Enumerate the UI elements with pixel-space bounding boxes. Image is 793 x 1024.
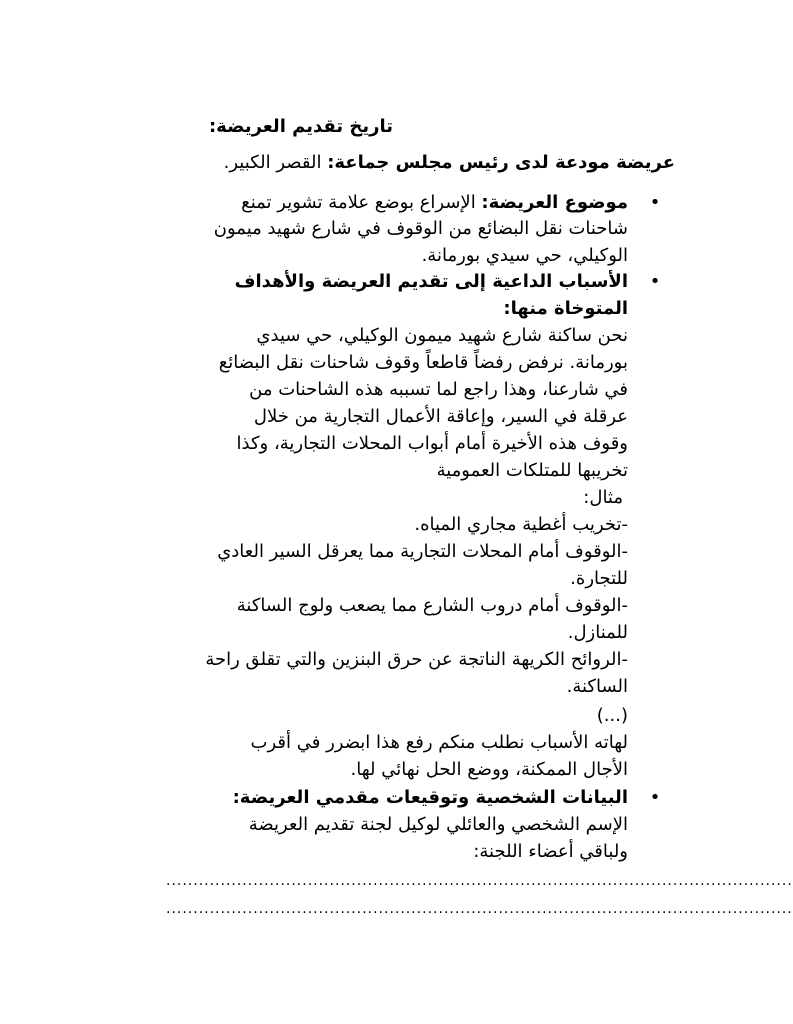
signature-dotted-line: ...................................................................................................................	[166, 901, 793, 917]
reasons-body-line: في شارعنا، وهذا راجع لما تسببه هذه الشاحنات من	[249, 379, 628, 400]
example-item: -الوقوف أمام دروب الشارع مما يصعب ولوج الساكنة	[236, 595, 628, 616]
reasons-heading-1: الأسباب الداعية إلى تقديم العريضة والأهداف	[234, 271, 628, 292]
subject-line-3: الوكيلي، حي سيدي بورمانة.	[421, 245, 628, 266]
example-item: -الروائح الكريهة الناتجة عن حرق البنزين والتي تقلق راحة	[205, 649, 628, 670]
reasons-body-line: نحن ساكنة شارع شهيد ميمون الوكيلي، حي سيدي	[256, 325, 628, 346]
reasons-body-line: وقوف هذه الأخيرة أمام أبواب المحلات التجارية، وكذا	[236, 433, 628, 454]
signatures-body-line: الإسم الشخصي والعائلي لوكيل لجنة تقديم العريضة	[248, 814, 628, 835]
example-item-continued: الساكنة.	[566, 676, 628, 697]
request-line: لهاته الأسباب نطلب منكم رفع هذا ابضرر في أقرب	[250, 732, 628, 753]
bullet-section-reasons: •	[649, 271, 661, 292]
reasons-body-line: بورمانة. نرفض رفضاً قاطعاً وقوف شاحنات نقل البضائع	[218, 352, 628, 373]
subject-label: موضوع العريضة:	[481, 192, 628, 213]
reasons-heading-2: المتوخاة منها:	[503, 298, 628, 319]
example-item: -الوقوف أمام المحلات التجارية مما يعرقل السير العادي	[217, 541, 628, 562]
example-item: -تخريب أغطية مجاري المياه.	[414, 514, 628, 535]
subject-text-1: الإسراع بوضع علامة تشوير تمنع	[241, 192, 482, 213]
subject-line-2: شاحنات نقل البضائع من الوقوف في شارع شهيد ميمون	[213, 218, 628, 239]
signature-dotted-line: ...................................................................................................................	[166, 873, 793, 889]
deposit-value: القصر الكبير.	[223, 152, 328, 173]
deposit-line	[224, 149, 675, 176]
bullet-section-subject: •	[649, 192, 661, 213]
bullet-section-signatures: •	[649, 787, 661, 808]
subject-line-1	[241, 189, 628, 216]
example-item-continued: للمنازل.	[567, 622, 628, 643]
signatures-heading: البيانات الشخصية وتوقيعات مقدمي العريضة:	[232, 787, 628, 808]
ellipsis-line: (...)	[596, 705, 628, 726]
signatures-body-line: ولباقي أعضاء اللجنة:	[473, 841, 628, 862]
example-label: مثال:	[583, 487, 623, 508]
reasons-body-line: عرقلة في السير، وإعاقة الأعمال التجارية من خلال	[253, 406, 628, 427]
reasons-body-line: تخريبها للمتلكات العمومية	[436, 460, 628, 481]
submission-date-label: تاريخ تقديم العريضة:	[208, 116, 393, 137]
deposit-label: عريضة مودعة لدى رئيس مجلس جماعة:	[327, 152, 675, 173]
request-line: الأجال الممكنة، ووضع الحل نهائي لها.	[350, 759, 628, 780]
example-item-continued: للتجارة.	[570, 568, 628, 589]
